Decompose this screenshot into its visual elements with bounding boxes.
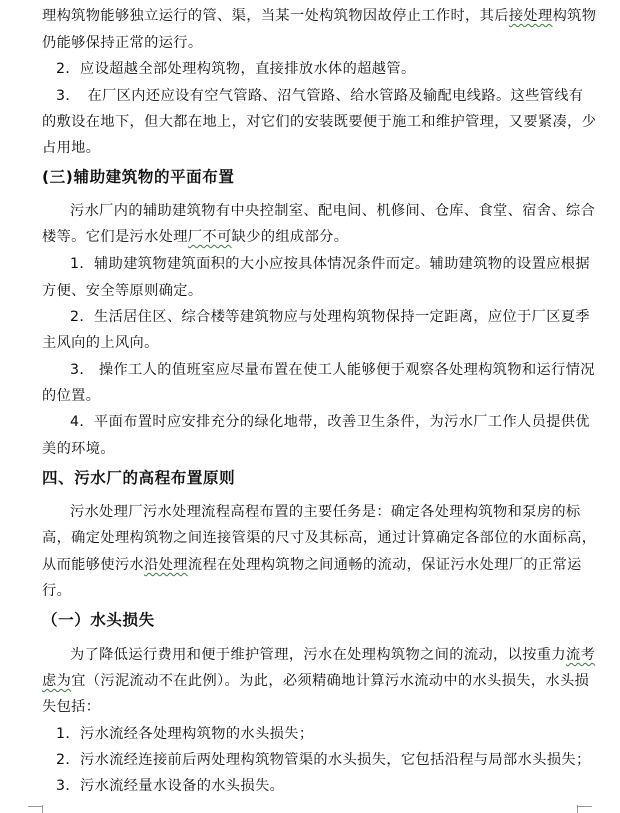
list-item: 3． 操作工人的值班室应尽量布置在使工人能够便于观察各处理构筑物和运行情况 <box>70 362 595 378</box>
text-segment: 楼等。它们是污水处理 <box>42 229 188 245</box>
paragraph-line: 污水厂内的辅助建筑物有中央控制室、配电间、机修间、仓库、食堂、宿舍、综合 <box>70 203 596 219</box>
paragraph-line: 的敷设在地下，但大都在地上，对它们的安装既要便于施工和维护管理，又要紧凑，少 <box>42 114 597 130</box>
list-item: 4．平面布置时应安排充分的绿化地带，改善卫生条件，为污水厂工作人员提供优 <box>70 414 590 430</box>
paragraph-line <box>42 671 590 691</box>
section-heading: (三)辅助建筑物的平面布置 <box>42 168 235 186</box>
paragraph-line: 污水处理厂污水处理流程高程布置的主要任务是：确定各处理构筑物和泵房的标 <box>70 504 581 520</box>
section-heading: 四、污水厂的高程布置原则 <box>42 469 236 487</box>
paragraph-line <box>42 6 597 26</box>
section-heading: （一）水头损失 <box>42 611 155 629</box>
paragraph-line: 主风向的上风向。 <box>42 335 159 351</box>
text-segment: 构筑物 <box>552 8 597 24</box>
text-segment-marked: 沿处理 <box>144 557 188 573</box>
text-segment: 从而能够使污水 <box>42 557 145 573</box>
page-corner-mark <box>578 806 592 807</box>
paragraph-line: 行。 <box>42 583 72 599</box>
list-item: 2．污水流经连接前后两处理构筑物管渠的水头损失，它包括沿程与局部水头损失； <box>56 752 591 768</box>
paragraph-line: 的位置。 <box>42 388 101 404</box>
paragraph-line <box>70 645 615 665</box>
page-corner-mark <box>42 805 43 813</box>
list-item: 3．污水流经量水设备的水头损失。 <box>56 778 285 794</box>
text-segment: 缺少的组成部分。 <box>231 229 349 245</box>
paragraph-line <box>42 227 587 247</box>
page-corner-mark <box>28 806 42 807</box>
list-item: 2．生活居住区、综合楼等建筑物应与处理构筑物保持一定距离，应位于厂区夏季 <box>70 309 590 325</box>
list-item: 3． 在厂区内还应设有空气管路、沼气管路、给水管路及输配电线路。这些管线有 <box>56 88 584 104</box>
text-segment-marked: 虑为 <box>42 673 72 689</box>
text-segment: 理构筑物能够独立运行的管、渠，当某一处构筑物因故停止工作时，其后 <box>42 8 509 24</box>
paragraph-line: 仍能够保持正常的运行。 <box>42 35 203 51</box>
text-segment: 流程在处理构筑物之间通畅的流动，保证污水处理厂的正常运 <box>187 557 582 573</box>
text-segment: 宜（污泥流动不在此例）。为此，必须精确地计算污水流动中的水头损失，水头损 <box>71 673 590 689</box>
paragraph-line: 高，确定处理构筑物之间连接管渠的尺寸及其标高，通过计算确定各部位的水面标高， <box>42 530 597 546</box>
list-item: 1．辅助建筑物建筑面积的大小应按具体情况条件而定。辅助建筑物的设置应根据 <box>70 256 590 272</box>
text-segment-marked: 接处理 <box>508 8 553 24</box>
paragraph-line: 失包括： <box>42 699 101 715</box>
text-segment-marked: 厂不可 <box>187 229 232 245</box>
paragraph-line: 美的环境。 <box>42 441 115 457</box>
list-item: 1．污水流经各处理构筑物的水头损失； <box>56 726 314 742</box>
list-item: 2．应设超越全部处理构筑物，直接排放水体的超越管。 <box>56 61 416 77</box>
page-corner-mark <box>577 805 578 813</box>
paragraph-line: 方便、安全等原则确定。 <box>42 283 203 299</box>
paragraph-line <box>42 555 587 575</box>
text-segment: 为了降低运行费用和便于维护管理，污水在处理构筑物之间的流动，以按重力 <box>70 647 566 663</box>
paragraph-line: 占用地。 <box>42 140 101 156</box>
text-segment-marked: 流考 <box>565 647 596 663</box>
